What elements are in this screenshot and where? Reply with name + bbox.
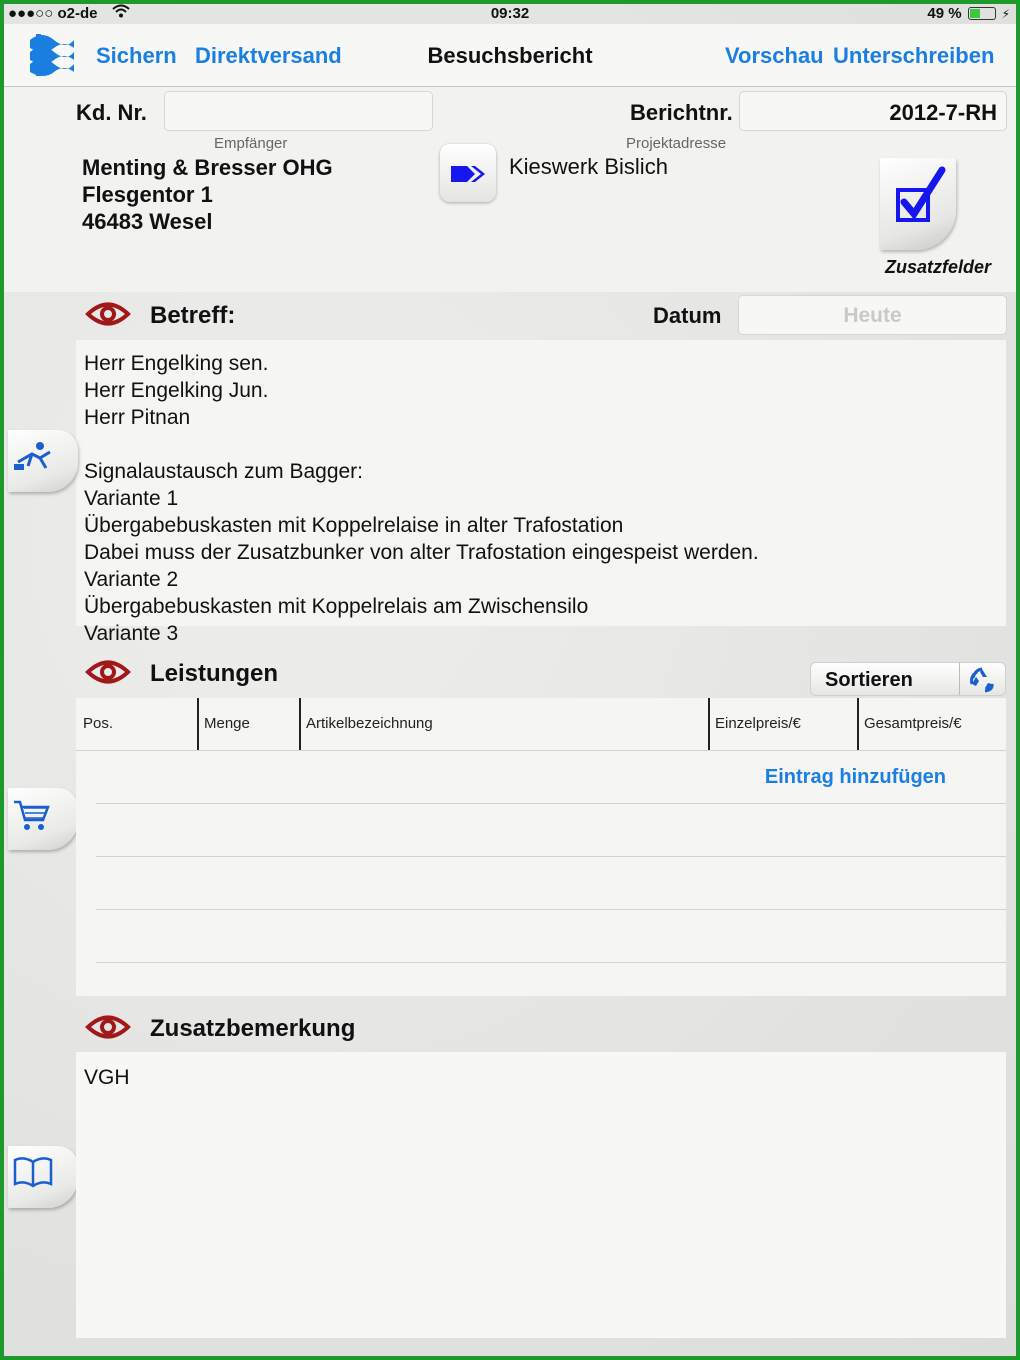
eye-icon[interactable]: [86, 659, 130, 685]
clock: 09:32: [490, 5, 530, 22]
preview-button[interactable]: Vorschau: [725, 43, 824, 68]
direct-send-button[interactable]: Direktversand: [195, 43, 342, 68]
betreff-line: Herr Pitnan: [84, 406, 191, 429]
side-tab-services[interactable]: [8, 788, 78, 850]
date-placeholder: Heute: [843, 304, 902, 327]
recipient-line: 46483 Wesel: [82, 209, 213, 234]
save-button[interactable]: Sichern: [96, 43, 177, 68]
battery-status: [927, 5, 1010, 22]
battery-percent: 49 %: [927, 5, 962, 22]
project-label: Projektadresse: [626, 135, 727, 152]
page-title: Besuchsbericht: [427, 43, 593, 68]
checkbox-icon: [896, 168, 954, 224]
recycle-icon[interactable]: [967, 666, 997, 694]
betreff-line: Übergabebuskasten mit Koppelrelaise in alter Trafostation: [84, 514, 624, 537]
zusatzbemerkung-title: Zusatzbemerkung: [150, 1015, 356, 1042]
services-table: [76, 698, 1006, 996]
extra-fields-label: Zusatzfelder: [885, 257, 992, 277]
battery-icon: [968, 7, 996, 20]
betreff-text-area[interactable]: [76, 340, 1006, 645]
charging-icon: ⚡: [1001, 6, 1010, 21]
date-field[interactable]: [738, 295, 1007, 335]
column-header-gesamtpreis: Gesamtpreis/€: [864, 715, 962, 732]
zusatzbemerkung-text-area[interactable]: [76, 1052, 1006, 1338]
side-tab-visit[interactable]: [8, 430, 78, 492]
customer-no-field[interactable]: [164, 91, 433, 131]
betreff-line: Herr Engelking sen.: [84, 352, 269, 375]
recipient-address[interactable]: [82, 154, 333, 235]
betreff-line: [84, 431, 759, 458]
forward-arrow-icon: [449, 162, 489, 186]
extra-fields-button[interactable]: [880, 158, 986, 252]
report-no-value: 2012-7-RH: [889, 100, 997, 125]
leistungen-title: Leistungen: [150, 660, 279, 687]
column-header-artikel: Artikelbezeichnung: [306, 715, 433, 732]
column-header-einzelpreis: Einzelpreis/€: [715, 715, 801, 732]
add-entry-button[interactable]: Eintrag hinzufügen: [764, 766, 946, 788]
recipient-label: Empfänger: [214, 135, 288, 152]
betreff-line: Übergabebuskasten mit Koppelrelais am Zwischensilo: [84, 595, 589, 618]
date-label: Datum: [653, 303, 722, 328]
status-bar: [4, 4, 1016, 24]
report-no-label: Berichtnr.: [630, 100, 733, 125]
eye-icon[interactable]: [86, 1014, 130, 1040]
customer-no-label: Kd. Nr.: [76, 100, 147, 125]
betreff-line: Herr Engelking Jun.: [84, 379, 269, 402]
sign-button[interactable]: Unterschreiben: [833, 43, 995, 68]
shopping-cart-icon: [12, 798, 52, 834]
carrier-label: ●●●○○ o2-de: [8, 5, 98, 22]
betreff-line: Signalaustausch zum Bagger:: [84, 460, 363, 483]
navigation-bar: [4, 24, 1016, 87]
zusatzbemerkung-text: VGH: [84, 1066, 130, 1089]
betreff-line: Dabei muss der Zusatzbunker von alter Trafostation eingespeist werden.: [84, 541, 759, 564]
book-icon: [12, 1156, 54, 1190]
table-row: [96, 856, 1006, 857]
table-row: [96, 803, 1006, 804]
sort-button[interactable]: [810, 662, 1006, 696]
worker-icon: [12, 440, 56, 474]
recipient-line: Flesgentor 1: [82, 182, 213, 207]
recipient-line: Menting & Bresser OHG: [82, 155, 333, 180]
report-no-field[interactable]: [739, 91, 1007, 131]
betreff-line: Variante 3: [84, 622, 179, 645]
side-tab-notes[interactable]: [8, 1146, 78, 1208]
column-header-pos: Pos.: [83, 715, 114, 732]
copy-address-button[interactable]: [440, 144, 496, 202]
betreff-title: Betreff:: [150, 302, 236, 329]
betreff-line: Variante 1: [84, 487, 179, 510]
eye-icon[interactable]: [86, 301, 130, 327]
column-header-menge: Menge: [204, 715, 250, 732]
sort-label: Sortieren: [825, 669, 913, 691]
project-address[interactable]: Kieswerk Bislich: [509, 154, 668, 179]
table-row: [96, 909, 1006, 910]
table-row: [96, 962, 1006, 963]
betreff-line: Variante 2: [84, 568, 179, 591]
